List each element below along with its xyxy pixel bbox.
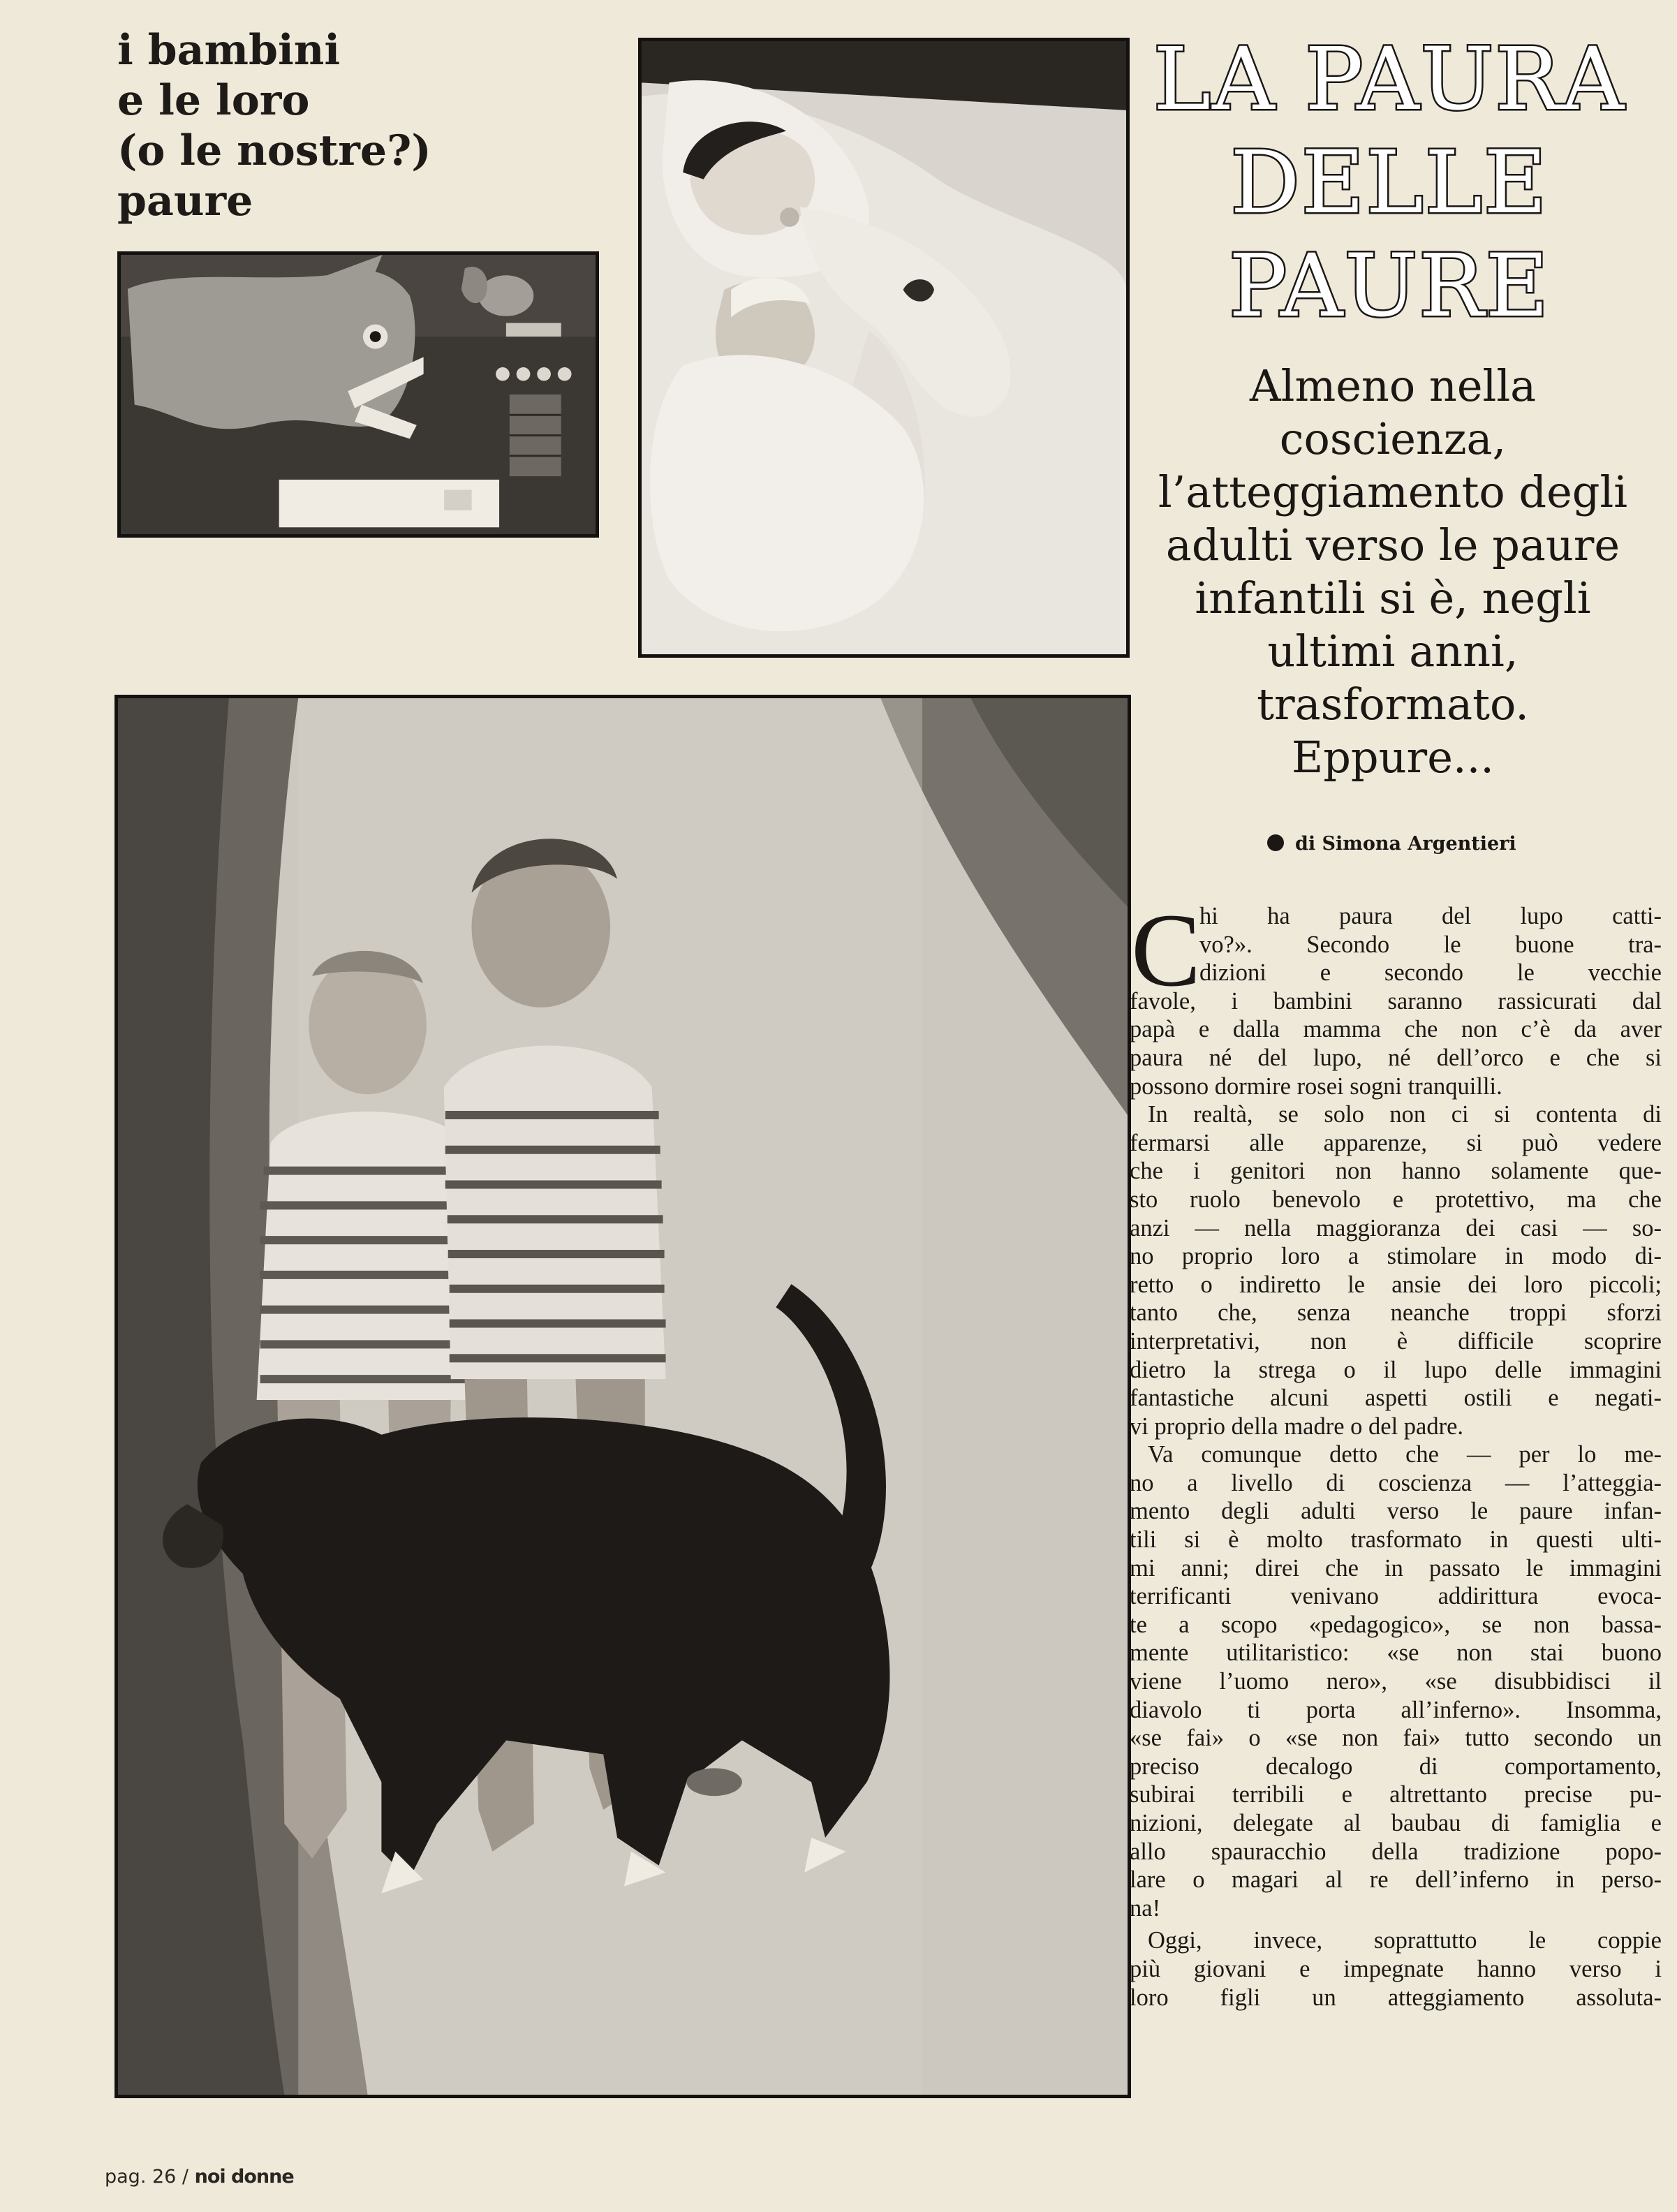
text-line: na!: [1130, 1894, 1161, 1922]
deck-line: coscienza,: [1279, 413, 1507, 464]
kicker-line: i bambini: [117, 26, 341, 75]
magazine-name: noi donne: [194, 2166, 294, 2188]
text-line: allo spauracchio della tradizione popo-: [1130, 1838, 1662, 1865]
text-line: no proprio loro a stimolare in modo di-: [1130, 1243, 1662, 1270]
text-line: hi ha paura del lupo catti-: [1199, 903, 1662, 929]
text-line: mente utilitaristico: «se non stai buono: [1130, 1639, 1662, 1667]
deck-line: infantili si è, negli: [1195, 573, 1591, 624]
text-line: possono dormire rosei sogni tranquilli.: [1130, 1072, 1502, 1100]
text-line: retto o indiretto le ansie dei loro piccoli;: [1130, 1271, 1662, 1298]
paragraph: [1130, 1926, 1662, 2012]
text-line: tanto che, senza neanche troppi sforzi: [1130, 1299, 1662, 1327]
text-line: mi anni; direi che in passato le immagini: [1130, 1554, 1662, 1581]
text-line: subirai terribili e altrettanto precise pu-: [1130, 1781, 1662, 1808]
text-line: loro figli un atteggiamento assoluta-: [1130, 1984, 1662, 2011]
byline: [1267, 832, 1658, 856]
text-line: Oggi, invece, soprattutto le coppie: [1148, 1927, 1662, 1954]
page-footer: [105, 2166, 294, 2188]
bullet-icon: [1267, 834, 1284, 851]
page-number: pag. 26 /: [105, 2166, 189, 2188]
deck-line: Eppure...: [1291, 732, 1495, 783]
text-line: Va comunque detto che — per lo me-: [1148, 1441, 1662, 1468]
text-line: terrificanti venivano addirittura evoca-: [1130, 1583, 1662, 1610]
headline-line: PAURE: [1229, 236, 1550, 337]
text-line: diavolo ti porta all’inferno». Insomma,: [1130, 1696, 1662, 1723]
text-line: dietro la strega o il lupo delle immagini: [1130, 1356, 1662, 1383]
text-line: interpretativi, non è difficile scoprire: [1130, 1327, 1662, 1355]
deck-line: ultimi anni,: [1267, 626, 1519, 677]
text-line: che i genitori non hanno solamente que-: [1130, 1158, 1662, 1185]
kicker: [117, 25, 508, 226]
text-line: preciso decalogo di comportamento,: [1130, 1753, 1662, 1780]
text-line: «se fai» o «se non fai» tutto secondo un: [1130, 1725, 1662, 1752]
paragraph: [1130, 1440, 1662, 1922]
text-line: anzi — nella maggioranza dei casi — so-: [1130, 1214, 1662, 1241]
text-line: più giovani e impegnate hanno verso i: [1130, 1955, 1662, 1982]
paragraph: [1130, 1100, 1662, 1440]
kids-with-dog-illustration: [118, 698, 1128, 2095]
text-line: vi proprio della madre o del padre.: [1130, 1413, 1464, 1440]
kicker-line: (o le nostre?): [117, 126, 431, 175]
headline-line: DELLE: [1230, 133, 1549, 233]
sleeping-child-illustration: [642, 41, 1126, 654]
text-line: In realtà, se solo non ci si contenta di: [1148, 1101, 1662, 1128]
kicker-line: paure: [117, 177, 253, 226]
text-line: paura né del lupo, né dell’orco e che si: [1130, 1044, 1662, 1071]
text-line: nizioni, delegate al baubau di famiglia e: [1130, 1810, 1662, 1836]
text-line: fermarsi alle apparenze, si può vedere: [1130, 1129, 1662, 1156]
sleeping-child-photo: [638, 38, 1130, 658]
text-line: lare o magari al re dell’inferno in perso-: [1130, 1866, 1662, 1894]
deck: [1124, 360, 1662, 784]
text-line: vo?». Secondo le buone tra-: [1199, 931, 1662, 958]
text-line: mento degli adulti verso le paure infan-: [1130, 1498, 1662, 1525]
kicker-line: e le loro: [117, 76, 310, 125]
byline-text: di Simona Argentieri: [1295, 833, 1516, 855]
kids-with-dog-photo: [114, 695, 1131, 2098]
text-line: dizioni e secondo le vecchie: [1199, 959, 1662, 987]
deck-line: trasformato.: [1257, 679, 1529, 730]
text-line: tili si è molto trasformato in questi ulti-: [1130, 1526, 1662, 1554]
text-line: papà e dalla mamma che non c’è da aver: [1130, 1016, 1662, 1043]
text-line: te a scopo «pedagogico», se non bassa-: [1130, 1611, 1662, 1638]
text-line: favole, i bambini saranno rassicurati dal: [1130, 987, 1662, 1015]
paragraph: [1130, 902, 1662, 1100]
headline: [1117, 28, 1662, 338]
deck-line: Almeno nella: [1249, 360, 1537, 411]
text-line: no a livello di coscienza — l’atteggia-: [1130, 1469, 1662, 1496]
text-line: fantastiche alcuni aspetti ostili e negati-: [1130, 1385, 1662, 1412]
headline-line: LA PAURA: [1153, 29, 1626, 130]
drop-cap: C: [1131, 892, 1202, 1008]
deck-line: adulti verso le paure: [1165, 519, 1620, 570]
child-drawing-illustration: [121, 255, 596, 534]
article-body: [1130, 892, 1662, 2012]
child-drawing-photo: [117, 251, 599, 538]
text-line: viene l’uomo nero», «se disubbidisci il: [1130, 1668, 1662, 1695]
deck-line: l’atteggiamento degli: [1158, 466, 1628, 517]
text-line: sto ruolo benevolo e protettivo, ma che: [1130, 1186, 1662, 1213]
